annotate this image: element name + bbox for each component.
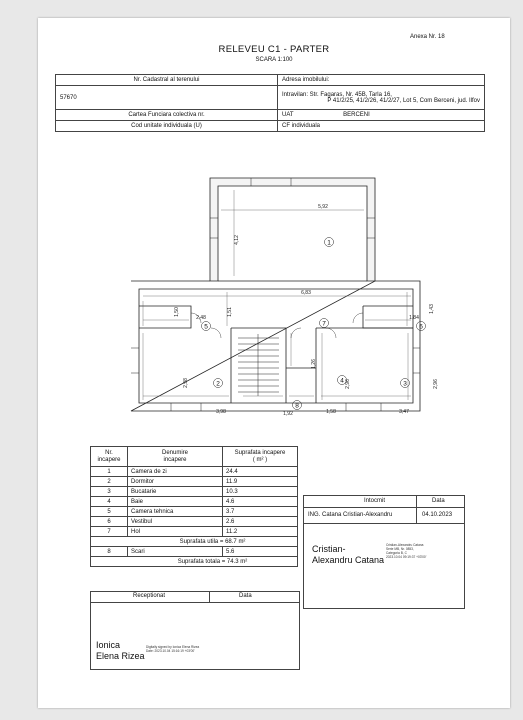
table-row (91, 527, 298, 537)
row-area: 11.2 (223, 527, 298, 537)
header-area-line1: Suprafata incapere (234, 449, 286, 456)
dim-158: 1,58 (326, 409, 336, 415)
row-nr: 7 (91, 527, 128, 537)
room-label-5: 5 (204, 323, 208, 331)
unit-code-label: Cod unitate individuala (U) (56, 121, 278, 132)
room-label-8: 8 (295, 402, 299, 410)
table-row (91, 467, 298, 477)
header-name-line2: incapere (163, 456, 187, 463)
dim-592: 5,92 (318, 204, 328, 210)
intocmit-date-label: Data (432, 498, 445, 504)
table-row (91, 507, 298, 517)
engineer-sig-line2: Alexandru Catana (312, 555, 385, 565)
intocmit-box (303, 495, 465, 609)
floor-plan (131, 178, 439, 438)
header-name-line1: Denumire (161, 449, 188, 456)
row-name: Camera de zi (128, 467, 223, 477)
table-row (91, 487, 298, 497)
row-nr: 5 (91, 507, 128, 517)
engineer-sig-line1: Cristian- (312, 544, 346, 554)
stamp-line1: Cristian-Alexandru Catana (386, 543, 424, 547)
dim-298: 2,98 (183, 378, 189, 388)
row-nr: 2 (91, 477, 128, 487)
useful-area: Suprafata utila = 68.7 m² (91, 537, 298, 547)
intocmit-label: Intocmit (364, 498, 386, 504)
header-area-line2: ( m² ) (252, 456, 268, 463)
rooms-table (90, 446, 298, 567)
row-nr: 1 (91, 467, 128, 477)
dim-398: 3,98 (216, 409, 226, 415)
stairs-name: Scari (128, 547, 223, 557)
row-area: 2.6 (223, 517, 298, 527)
stamp-line2: Serie MB, Nr. 0853, (386, 547, 414, 551)
row-area: 11.9 (223, 477, 298, 487)
receptionat-digital-note (146, 645, 199, 653)
engineer-name: ING. Catana Cristian-Alexandru (308, 512, 393, 518)
dim-683: 6,83 (301, 290, 311, 296)
header-nr-line1: Nr. (105, 449, 113, 456)
receptionat-note-line1: Digitally signed by Ionica Elena Rizea (146, 645, 200, 649)
row-name: Baie (128, 497, 223, 507)
row-area: 24.4 (223, 467, 298, 477)
table-row (91, 477, 298, 487)
stairs-area: 5.6 (223, 547, 298, 557)
annex-number: Anexa Nr. 18 (410, 34, 445, 40)
table-row (91, 547, 298, 557)
room-label-1: 1 (327, 239, 331, 247)
header-nr (91, 447, 128, 467)
receptionat-note-line2: Date: 2023.10.04 15:16:19 +03'00' (146, 649, 195, 653)
room-label-4: 4 (340, 377, 344, 385)
dim-126: 1,26 (311, 359, 317, 369)
scale-label: SCARA 1:100 (255, 57, 293, 63)
table-row (91, 497, 298, 507)
room-label-2: 2 (216, 380, 220, 388)
stairs-nr: 8 (91, 547, 128, 557)
page-title: RELEVEU C1 - PARTER (218, 44, 330, 55)
stamp-line3: Categoria B, C (386, 551, 407, 555)
uat-cell (278, 110, 485, 121)
address-value (278, 86, 485, 110)
room-label-7: 7 (322, 320, 326, 328)
receptionat-box (90, 591, 300, 670)
document-page (38, 18, 510, 708)
dim-143: 1,43 (429, 304, 435, 314)
row-area: 10.3 (223, 487, 298, 497)
dim-184: 1,84 (409, 315, 419, 321)
address-label: Adresa imobilului: (278, 75, 485, 86)
stamp-line4: 2023.10.04 09:19:37 +03'00' (386, 555, 427, 559)
room-label-3: 3 (403, 380, 407, 388)
intocmit-date: 04.10.2023 (422, 512, 453, 518)
row-nr: 4 (91, 497, 128, 507)
address-line-1: Intravilan: Str. Fagaras, Nr. 45B, Tarla 16, (282, 91, 392, 98)
cf-individual-label: CF individuala (278, 121, 485, 132)
cf-collective-label: Cartea Funciara colectiva nr. (56, 110, 278, 121)
row-area: 3.7 (223, 507, 298, 517)
dim-412: 4,12 (234, 235, 240, 245)
dim-150: 1,50 (174, 307, 180, 317)
table-row (91, 517, 298, 527)
header-name (128, 447, 223, 467)
receptionat-label: Receptionat (133, 593, 166, 599)
cadastral-label: Nr. Cadastral al terenului (56, 75, 278, 86)
header-nr-line2: incapere (97, 456, 121, 463)
dim-296-a: 2,96 (345, 379, 351, 389)
receptionat-header (91, 592, 299, 603)
row-name: Dormitor (128, 477, 223, 487)
receptionat-signer-line2: Elena Rizea (96, 651, 145, 661)
intocmit-row (304, 507, 464, 524)
dim-151: 1,51 (227, 307, 233, 317)
dim-248: 2,48 (196, 315, 206, 321)
row-nr: 3 (91, 487, 128, 497)
cadastral-value: 57670 (56, 86, 278, 110)
room-label-6: 6 (419, 323, 423, 331)
row-name: Vestibul (128, 517, 223, 527)
header-area (223, 447, 298, 467)
property-info-table (55, 74, 485, 132)
total-area: Suprafata totala = 74.3 m² (91, 557, 298, 567)
uat-value: BERCENI (343, 112, 370, 118)
dim-192: 1,92 (283, 411, 293, 417)
receptionat-signer-line1: Ionica (96, 640, 121, 650)
row-name: Hol (128, 527, 223, 537)
receptionat-date-label: Data (239, 593, 252, 599)
engineer-signature (312, 544, 384, 566)
engineer-stamp (386, 543, 426, 559)
receptionat-signature (96, 640, 145, 662)
address-line-2: P 41/2/25, 41/2/26, 41/2/27, Lot 5, Com Berceni, jud. Ilfov (327, 97, 480, 104)
uat-label: UAT (282, 112, 294, 118)
row-nr: 6 (91, 517, 128, 527)
row-name: Bucatarie (128, 487, 223, 497)
row-area: 4.6 (223, 497, 298, 507)
dim-296-b: 2,96 (433, 379, 439, 389)
dim-347: 3,47 (399, 409, 409, 415)
row-name: Camera tehnica (128, 507, 223, 517)
